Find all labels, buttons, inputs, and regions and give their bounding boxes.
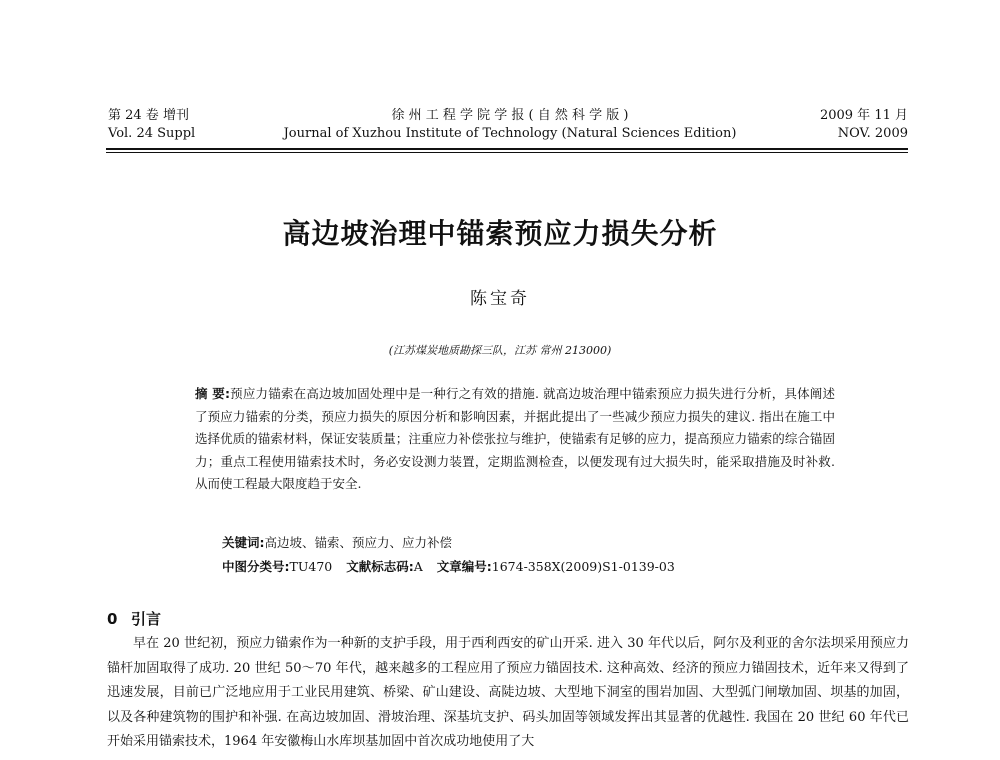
paper-author: 陈宝奇 (470, 289, 530, 309)
intro-paragraph: 早在 20 世纪初，预应力锚索作为一种新的支护手段，用于西利西安的矿山开采. 进入 30 年代以后，阿尔及利亚的舍尔法坝采用预应力锚杆加固取得了成功. 20 世纪 50～70 年代，越来越多的工程应用了预应力锚固技术. 这种高效、经济的预应力锚固技术，近年来又得到了迅速发展，目前已广泛地应用于工业民用建筑、桥梁、矿山建设、高陡边坡、大型地下洞室的围岩加固、大型弧门闸墩加固、坝基的加固，以及各种建筑物的围护和补强. 在高边坡加固、滑坡治理、深基坑支护、码头加固等领域发挥出其显著的优越性. 我国在 20 世纪 60 年代已开始采用锚索技术，1964 年安徽梅山水库坝基加固中首次成功地使用了大 (107, 636, 909, 749)
clc-value: TU470 (289, 559, 333, 574)
abstract-label: 摘 要: (195, 386, 230, 401)
doc-code-label: 文献标志码: (346, 559, 414, 574)
article-id-value: 1674-358X(2009)S1-0139-03 (491, 559, 675, 574)
paper-title: 高边坡治理中锚索预应力损失分析 (282, 217, 718, 250)
volume-en: Vol. 24 Suppl (108, 126, 196, 141)
journal-date (820, 107, 908, 143)
body-text (107, 632, 909, 755)
classification-line (222, 557, 675, 577)
keywords-text: 高边坡、锚索、预应力、应力补偿 (264, 535, 453, 550)
article-id-label: 文章编号: (436, 559, 492, 574)
date-cn: 2009 年 11 月 (819, 108, 908, 123)
section-title: 引言 (131, 610, 162, 628)
journal-name-en: Journal of Xuzhou Institute of Technology (Natural Sciences Edition) (283, 126, 737, 141)
abstract (195, 383, 835, 496)
header-rule-thin (106, 152, 908, 153)
keywords-label: 关键词: (222, 535, 265, 550)
journal-volume (108, 107, 195, 143)
abstract-text: 预应力锚索在高边坡加固处理中是一种行之有效的措施. 就高边坡治理中锚索预应力损失进行分析，具体阐述了预应力锚索的分类，预应力损失的原因分析和影响因素，并据此提出了一些减少预应力损失的建议. 指出在施工中选择优质的锚索材料，保证安装质量；注重应力补偿张拉与维护，使锚索有足够的应力，提高预应力锚索的综合锚固力；重点工程使用锚索技术时，务必安设测力装置，定期监测检查，以便发现有过大损失时，能采取措施及时补救. 从而使工程最大限度趋于安全. (195, 386, 835, 491)
header-rule-thick (106, 148, 908, 150)
doc-code-value: A (413, 559, 423, 574)
section-number: 0 (107, 610, 118, 628)
section-heading (107, 608, 161, 629)
journal-name-cn: 徐 州 工 程 学 院 学 报 ( 自 然 科 学 版 ) (391, 108, 629, 123)
clc-label: 中图分类号: (222, 559, 290, 574)
author-affiliation: (江苏煤炭地质勘探三队，江苏 常州 213000) (388, 344, 612, 357)
keywords (222, 533, 452, 553)
date-en: NOV. 2009 (837, 126, 908, 141)
journal-name (240, 107, 780, 143)
volume-cn: 第 24 卷 增刊 (108, 108, 189, 123)
